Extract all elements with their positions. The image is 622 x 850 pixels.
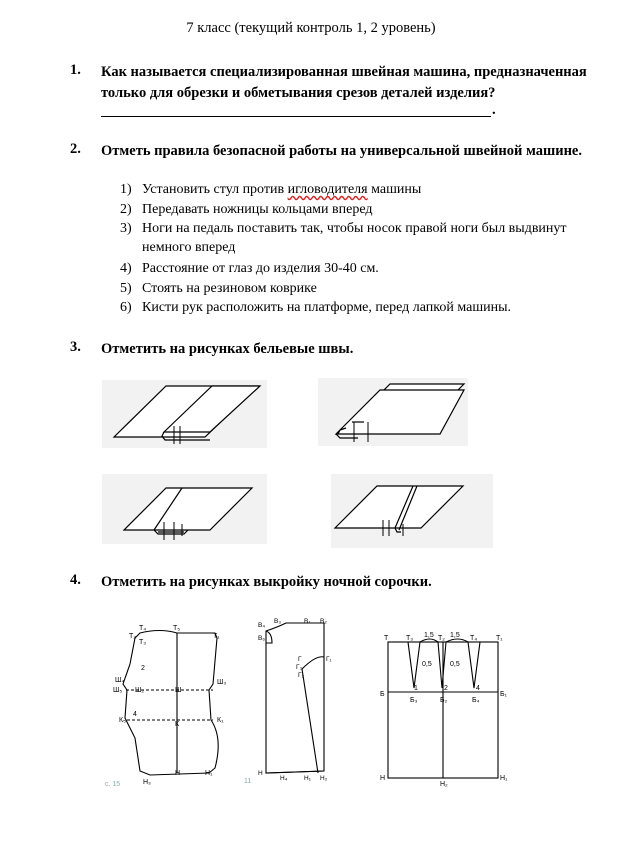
label-sh3: Ш₃	[217, 679, 227, 686]
label-n3: Н₃	[143, 779, 151, 786]
label-b3: Б₃	[410, 697, 418, 704]
label-n: Н	[175, 770, 181, 777]
label-t2: Т₂	[438, 635, 445, 642]
label-n1: Н₁	[304, 775, 311, 782]
label-v4: В₄	[258, 622, 265, 629]
label-k5: К₅	[119, 717, 126, 724]
label-n2: Н₂	[440, 781, 448, 788]
label-v3: В₃	[274, 618, 281, 625]
label-sh: Ш	[175, 687, 182, 694]
label-n1: Н₁	[205, 770, 213, 777]
question-2-number: 2.	[70, 141, 81, 157]
label-2: 2	[444, 685, 448, 692]
label-t1: Т₁	[496, 635, 503, 642]
label-k1: К₁	[217, 717, 224, 724]
label-t4: Т₄	[139, 625, 147, 632]
seam-figure-3[interactable]	[102, 474, 267, 544]
question-1-line-1: Как называется специализированная швейная машина, предназначенная	[101, 64, 587, 80]
label-n2: Н₂	[320, 775, 328, 782]
label-2: 2	[141, 665, 145, 672]
question-3-number: 3.	[70, 339, 81, 355]
label-g3: Г₃	[296, 664, 303, 671]
label-b2: Б₂	[440, 697, 448, 704]
option-6[interactable]: 6) Кисти рук расположить на платформе, перед лапкой машины.	[120, 300, 511, 315]
label-sh4: Ш₄	[115, 677, 125, 684]
label-t1: Т₁	[213, 633, 220, 640]
question-1-number: 1.	[70, 62, 81, 78]
label-b: Б	[380, 691, 385, 698]
seam-figure-2[interactable]	[318, 378, 468, 446]
option-2[interactable]: 2) Передавать ножницы кольцами вперед	[120, 202, 373, 217]
label-t5: Т₅	[173, 625, 181, 632]
question-4-number: 4.	[70, 572, 81, 588]
label-1: 1	[414, 685, 418, 692]
label-v6: В₆	[258, 635, 265, 642]
label-n4: Н₄	[280, 775, 288, 782]
label-v1: В₁	[304, 618, 311, 625]
label-sh5: Ш₅	[113, 687, 123, 694]
question-4-text: Отметить на рисунках выкройку ночной сорочки.	[101, 574, 432, 590]
label-n: Н	[258, 770, 263, 777]
question-1-end: .	[492, 102, 496, 118]
label-t: Т	[384, 635, 389, 642]
label-g2: Г₂	[298, 672, 305, 679]
label-v2: В₂	[320, 618, 327, 625]
label-t3: Т₃	[406, 635, 414, 642]
figure-caption: 11	[244, 778, 252, 785]
question-1-answer-line[interactable]	[101, 100, 491, 117]
label-t4: Т₄	[470, 635, 478, 642]
label-b1: Б₁	[500, 691, 507, 698]
label-b4: Б₄	[472, 697, 480, 704]
figure-caption: с. 15	[105, 781, 121, 788]
question-3-text: Отметить на рисунках бельевые швы.	[101, 341, 354, 357]
label-t3: Т₃	[139, 639, 147, 646]
label-n: Н	[380, 775, 386, 782]
label-t2: Т₂	[129, 633, 136, 640]
label-g1: Г₁	[326, 656, 332, 663]
label-n1: Н₁	[500, 775, 508, 782]
label-d3: 0,5	[422, 661, 432, 668]
label-d2: 1,5	[450, 632, 460, 639]
label-4: 4	[476, 685, 480, 692]
seam-figure-1[interactable]	[102, 380, 267, 448]
label-g: Г	[298, 656, 302, 663]
question-1-line-2: только для обрезки и обметывания срезов деталей изделия?	[101, 85, 496, 101]
seam-figure-4[interactable]	[331, 474, 493, 548]
option-5[interactable]: 5) Стоять на резиновом коврике	[120, 281, 317, 296]
pattern-figure-2[interactable]	[240, 613, 340, 793]
page-title: 7 класс (текущий контроль 1, 2 уровень)	[186, 20, 436, 36]
question-1-text	[101, 62, 611, 104]
label-sh2: Ш₂	[135, 687, 145, 694]
label-k: К	[175, 721, 180, 728]
option-4[interactable]: 4) Расстояние от глаз до изделия 30-40 см.	[120, 261, 379, 276]
label-4: 4	[133, 711, 137, 718]
pattern-figure-3[interactable]	[378, 628, 512, 788]
option-3[interactable]: 3) Ноги на педаль поставить так, чтобы носок правой ноги был выдвинут немного вперед	[120, 221, 567, 255]
question-2-text: Отметь правила безопасной работы на универсальной швейной машине.	[101, 143, 582, 159]
option-1[interactable]: 1) Установить стул против игловодителя машины	[120, 182, 422, 197]
spellcheck-word: игловодителя	[287, 182, 368, 197]
pattern-figure-1[interactable]	[105, 618, 235, 793]
label-d1: 1,5	[424, 632, 434, 639]
label-d4: 0,5	[450, 661, 460, 668]
